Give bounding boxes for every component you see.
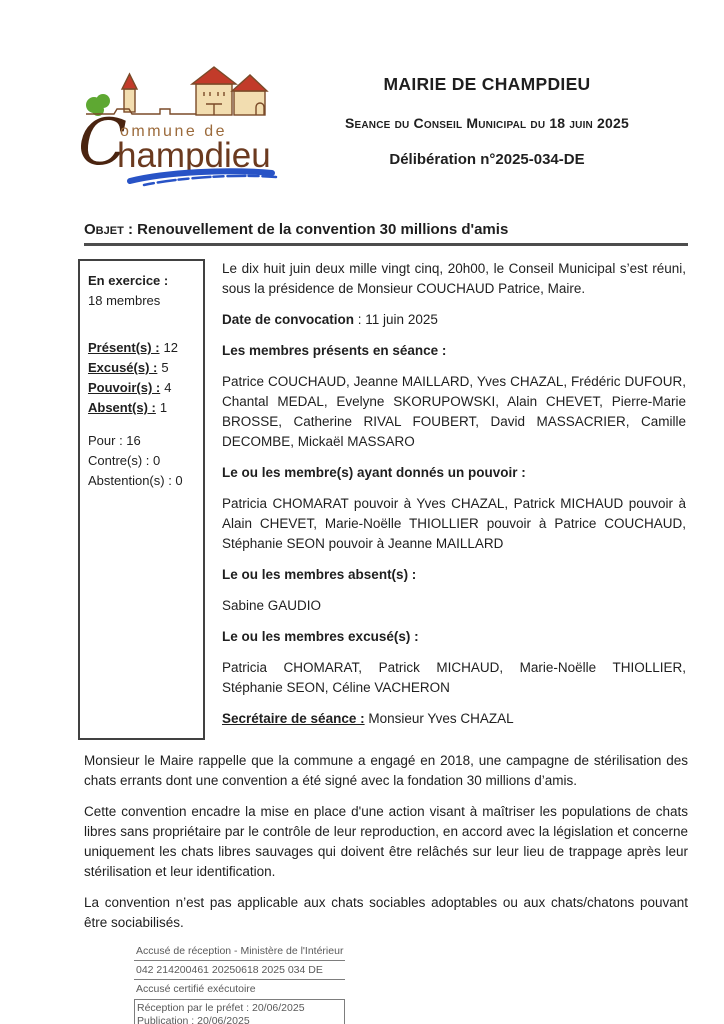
stamp-executoire-line: Accusé certifié exécutoire — [136, 983, 256, 995]
presents-names: Patrice COUCHAUD, Jeanne MAILLARD, Yves CHAZAL, Frédéric DUFOUR, Chantal MEDAL, Evelyne SKORUPOWSKI, Alain CHEVET, Pierre-Marie BROSSE, Catherine RIVAL FOUBERT, David MASSACRIER, Camille DECOMBE, Mickaël MASSARO — [222, 374, 686, 449]
stamp-reference-number: 042 214200461 20250618 2025 034 DE — [134, 963, 345, 980]
objet-label: Objet : — [84, 221, 133, 238]
presents-heading: Les membres présents en séance : — [222, 343, 447, 358]
body-paragraph-3: La convention n’est pas applicable aux chats sociables adoptables ou aux chats/chatons pouvant être sociabilisés. — [84, 895, 688, 930]
secretaire-line: Secrétaire de séance : Monsieur Yves CHAZAL — [222, 711, 514, 726]
stamp-ministry-line: Accusé de réception - Ministère de l'Intérieur — [134, 944, 345, 961]
reception-stamp — [134, 944, 345, 1024]
absents-heading: Le ou les membres absent(s) : — [222, 567, 417, 582]
vote-contre-row: Contre(s) : 0 — [88, 453, 161, 468]
spacer — [88, 311, 195, 338]
mairie-title: MAIRIE DE CHAMPDIEU — [383, 74, 591, 94]
deliberation-number: Délibération n°2025-034-DE — [389, 151, 585, 168]
pouvoir-names: Patricia CHOMARAT pouvoir à Yves CHAZAL, Patrick MICHAUD pouvoir à Alain CHEVET, Marie-Noëlle THIOLLIER pouvoir à Patrice COUCHAUD, Stéphanie SEON pouvoir à Jeanne MAILLARD — [222, 496, 686, 551]
stamp-dates-box — [134, 999, 345, 1024]
vote-abstention-row: Abstention(s) : 0 — [88, 473, 183, 488]
champdieu-logo-illustration — [78, 62, 288, 192]
logo-big-c: C — [78, 106, 127, 180]
church-roof — [192, 67, 236, 84]
presents-count-row: Présent(s) : 12 — [88, 340, 178, 355]
pouvoirs-count-row: Pouvoir(s) : 4 — [88, 380, 172, 395]
quorum-box — [78, 259, 205, 740]
stamp-prefet-date: Réception par le préfet : 20/06/2025 — [137, 1002, 305, 1014]
body-paragraph-2: Cette convention encadre la mise en place d'une action visant à maîtriser les populations de chats libres sans propriétaire par le contrôle de leur reproduction, en accord avec la législation et concerne uniquement les chats libres sauvages qui doivent être relâchés sur leur lieu de trappage après leur stérilisation et leur identification. — [84, 804, 688, 879]
excuses-count-row: Excusé(s) : 5 — [88, 360, 169, 375]
vote-pour-row: Pour : 16 — [88, 433, 141, 448]
spacer — [88, 418, 195, 431]
right-building-roof — [232, 75, 267, 91]
logo-commune-de-text: ommune de — [120, 123, 227, 140]
main-row — [78, 259, 686, 740]
en-exercice-value: 18 membres — [88, 293, 161, 308]
excuses-names: Patricia CHOMARAT, Patrick MICHAUD, Marie-Noëlle THIOLLIER, Stéphanie SEON, Céline VACHERON — [222, 660, 686, 695]
header-title-block — [288, 62, 686, 168]
tower-roof — [122, 74, 137, 89]
absents-count-row: Absent(s) : 1 — [88, 400, 168, 415]
seance-subtitle: Seance du Conseil Municipal du 18 juin 2025 — [344, 115, 630, 131]
session-details-column — [222, 259, 686, 740]
objet-heading — [84, 221, 688, 246]
opening-paragraph: Le dix huit juin deux mille vingt cinq, 20h00, le Conseil Municipal s’est réuni, sous la présidence de Monsieur COUCHAUD Patrice, Maire. — [222, 261, 686, 296]
stamp-publication-date: Publication : 20/06/2025 — [137, 1015, 250, 1024]
convocation-line: Date de convocation : 11 juin 2025 — [222, 312, 438, 327]
body-paragraph-1: Monsieur le Maire rappelle que la commune a engagé en 2018, une campagne de stérilisation des chats errants dont une convention a été signé avec la fondation 30 millions d’amis. — [84, 753, 688, 788]
en-exercice-label: En exercice : — [88, 273, 169, 288]
commune-champdieu-logo — [78, 62, 288, 197]
absents-names: Sabine GAUDIO — [222, 598, 322, 613]
header — [0, 0, 724, 197]
objet-text: Renouvellement de la convention 30 millions d'amis — [132, 221, 509, 238]
excuses-heading: Le ou les membres excusé(s) : — [222, 629, 419, 644]
deliberation-body — [84, 751, 688, 933]
pouvoir-heading: Le ou les membre(s) ayant donnés un pouvoir : — [222, 465, 526, 480]
logo-champdieu-text: hampdieu — [117, 136, 271, 175]
